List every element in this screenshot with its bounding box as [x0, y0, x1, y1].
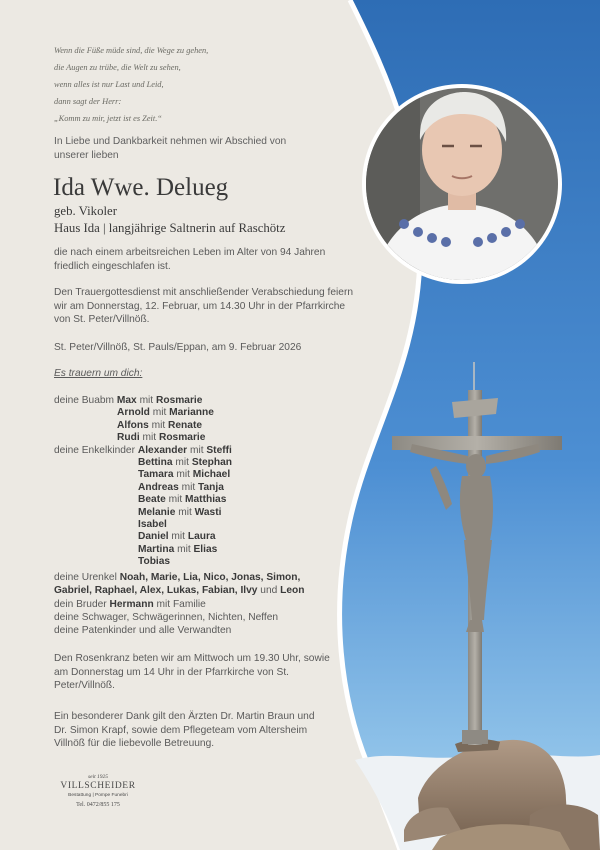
rosary-text: Den Rosenkranz beten wir am Mittwoch um 19.30 Uhr, sowie am Donnerstag um 14 Uhr in der Pfarrkirche von St. Peter/Villnöß.	[54, 653, 330, 691]
logo-tagline: Bestattung | Pompe Funebri	[68, 793, 128, 798]
brother-line	[54, 598, 354, 611]
mourner-partner: Elias	[193, 543, 218, 555]
brother-name: Hermann	[109, 598, 154, 610]
poem-line: wenn alles ist nur Last und Leid,	[54, 80, 164, 89]
mourner-connector: mit	[189, 444, 204, 456]
mourners-title: Es trauern um dich:	[54, 368, 143, 379]
mourner-row	[54, 407, 232, 419]
mourner-connector: mit	[175, 456, 189, 468]
great-grandchildren-names: Noah, Marie, Lia, Nico, Jonas, Simon, Gabriel, Raphael, Alex, Lukas, Fabian, Ilvy	[54, 572, 301, 597]
house-line: Haus Ida | langjährige Saltnerin auf Raschötz	[54, 221, 286, 235]
mourner-name: Isabel	[138, 518, 167, 530]
mourner-name: Melanie	[138, 506, 176, 518]
great-grandchildren-prefix: deine Urenkel	[54, 572, 117, 583]
brother-suffix: mit Familie	[156, 598, 206, 610]
mourner-name: Tamara	[138, 469, 174, 481]
relatives-line: deine Schwager, Schwägerinnen, Nichten, Neffen	[54, 611, 279, 623]
great-grandchildren-connector: und	[260, 585, 278, 597]
mourner-partner: Tanja	[198, 481, 224, 493]
poem-line: dann sagt der Herr:	[54, 97, 122, 106]
mourner-name: Bettina	[138, 456, 173, 468]
mourner-row	[54, 395, 232, 407]
mourner-row	[54, 556, 232, 568]
mourner-name: Rudi	[117, 432, 140, 444]
mourner-partner: Renate	[168, 419, 203, 431]
brother-prefix: dein Bruder	[54, 598, 107, 610]
great-grandchildren-last: Leon	[280, 585, 305, 597]
mourner-partner: Rosmarie	[156, 395, 203, 406]
logo-since: seit 1925	[87, 774, 108, 780]
mourner-row	[54, 531, 232, 543]
mourner-connector: mit	[139, 395, 154, 406]
mourner-row	[54, 494, 232, 506]
mourner-name: Martina	[138, 543, 175, 555]
further-mourners	[54, 571, 354, 637]
mourner-row	[54, 469, 232, 481]
intro-text: In Liebe und Dankbarkeit nehmen wir Abschied von unserer lieben	[54, 136, 287, 161]
mourner-name: Alexander	[137, 444, 188, 456]
mourner-row	[54, 482, 232, 494]
deceased-name: Ida Wwe. Delueg	[53, 174, 229, 201]
mourner-name: Daniel	[138, 531, 169, 543]
mourner-connector: mit	[176, 469, 190, 481]
mourner-name: Alfons	[117, 419, 149, 431]
mourner-prefix: deine Enkelkinder	[54, 444, 135, 456]
mourner-partner: Wasti	[194, 506, 222, 518]
death-text: die nach einem arbeitsreichen Leben im Alter von 94 Jahren friedlich eingeschlafen ist.	[54, 247, 326, 272]
birth-name: geb. Vikoler	[54, 204, 117, 218]
mourner-connector: mit	[152, 407, 167, 419]
mourner-partner: Michael	[192, 469, 231, 481]
mourner-connector: mit	[177, 543, 191, 555]
mourner-name: Tobias	[138, 556, 171, 568]
mourner-name: Andreas	[138, 481, 179, 493]
mourner-connector: mit	[168, 494, 183, 506]
mourner-list	[54, 395, 232, 568]
mourner-name: Beate	[138, 494, 166, 506]
mourner-partner: Rosmarie	[158, 432, 206, 444]
mourner-row	[54, 519, 232, 531]
mourner-partner: Laura	[187, 531, 216, 543]
mourner-name: Arnold	[117, 407, 150, 419]
logo-brand: VILLSCHEIDER	[60, 781, 136, 791]
mourner-row	[54, 432, 232, 444]
mourner-partner: Stephan	[191, 456, 233, 468]
mourner-connector: mit	[142, 432, 157, 444]
godchildren-line: deine Patenkinder und alle Verwandten	[54, 625, 232, 637]
mourner-row	[54, 420, 232, 432]
mourner-partner: Marianne	[169, 407, 214, 419]
mourner-connector: mit	[178, 506, 192, 518]
mourner-row	[54, 445, 232, 457]
mourner-prefix: deine Buabm	[54, 395, 115, 406]
poem-line: „Komm zu mir, jetzt ist es Zeit.“	[54, 114, 162, 123]
poem	[54, 42, 208, 127]
mourner-connector: mit	[171, 531, 186, 543]
mourner-name: Max	[116, 395, 137, 406]
mourner-row	[54, 544, 232, 556]
logo-phone: Tel. 0472/855 175	[76, 802, 120, 808]
mourner-row	[54, 457, 232, 469]
mourner-partner: Matthias	[185, 494, 227, 506]
mourner-row	[54, 507, 232, 519]
mourner-partner: Steffi	[206, 444, 232, 456]
mourner-connector: mit	[151, 419, 166, 431]
mourner-connector: mit	[181, 481, 196, 493]
poem-line: Wenn die Füße müde sind, die Wege zu gehen,	[54, 46, 209, 55]
funeral-home-logo	[53, 774, 143, 808]
place-date: St. Peter/Villnöß, St. Pauls/Eppan, am 9. Februar 2026	[54, 342, 302, 353]
thanks-text: Ein besonderer Dank gilt den Ärzten Dr. Martin Braun und Dr. Simon Krapf, sowie dem Pflegeteam vom Altersheim Villnöß für die liebevolle Betreuung.	[54, 711, 315, 749]
poem-line: die Augen zu trübe, die Welt zu sehen,	[54, 63, 181, 72]
funeral-text: Den Trauergottesdienst mit anschließender Verabschiedung feiern wir am Donnerstag, 12. Februar, um 14.30 Uhr in der Pfarrkirche von St. Peter/Villnöß.	[54, 287, 354, 325]
great-grandchildren	[54, 571, 322, 598]
